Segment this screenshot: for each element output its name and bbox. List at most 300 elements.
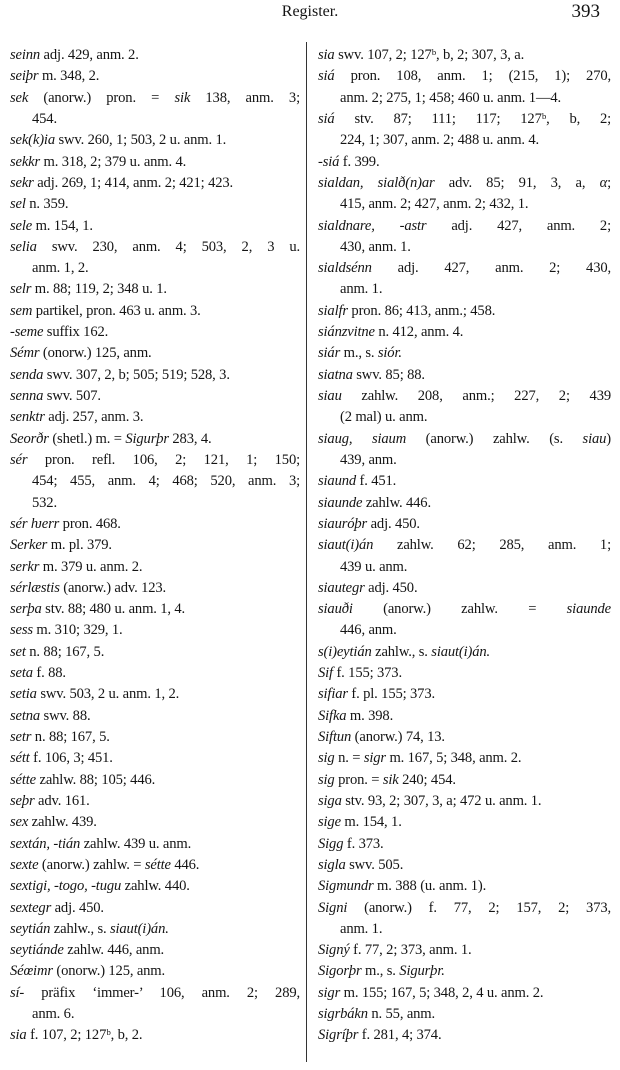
index-entry bbox=[318, 855, 611, 876]
headword: Serker bbox=[10, 537, 48, 554]
index-entry bbox=[318, 216, 611, 259]
entry-line bbox=[10, 407, 300, 428]
entry-line bbox=[10, 429, 300, 450]
entry-line bbox=[10, 1025, 300, 1046]
reference-text: (anorw.) 74, 13. bbox=[351, 729, 445, 745]
index-entry bbox=[10, 812, 300, 833]
entry-line bbox=[318, 343, 611, 364]
reference-text: adj. 450. bbox=[364, 579, 418, 596]
reference-text: swv. 88. bbox=[40, 707, 91, 724]
index-entry bbox=[318, 471, 611, 492]
headword: sextigi, -togo, -tugu bbox=[10, 878, 122, 895]
reference-text: stv. 88; 480 u. anm. 1, 4. bbox=[41, 601, 186, 618]
headword: senna bbox=[10, 388, 44, 404]
reference-text: zahlw., s. bbox=[371, 643, 432, 660]
headword: selr bbox=[10, 281, 32, 298]
headword: sik bbox=[174, 89, 191, 106]
index-entry bbox=[10, 961, 300, 982]
headword: sextán, -tián bbox=[10, 835, 81, 852]
index-entry bbox=[10, 365, 300, 386]
column-divider bbox=[306, 42, 307, 1062]
reference-text: f. pl. 155; 373. bbox=[347, 686, 435, 703]
reference-text: (anorw.) f. 77, 2; 157, 2; 373, bbox=[347, 899, 611, 916]
reference-text: f. 77, 2; 373, anm. 1. bbox=[349, 942, 472, 959]
index-entry bbox=[10, 216, 300, 237]
entry-line bbox=[318, 961, 611, 982]
reference-text: anm. 1, 2. bbox=[32, 260, 89, 277]
reference-text: f. 399. bbox=[339, 153, 380, 170]
index-entry bbox=[318, 770, 611, 791]
reference-text: 439 u. anm. bbox=[340, 558, 408, 575]
headword: sele bbox=[10, 217, 33, 234]
headword: siánzvitne bbox=[318, 324, 375, 341]
reference-text: ) bbox=[606, 430, 611, 447]
reference-text: (anorw.) adv. 123. bbox=[59, 579, 167, 596]
entry-line bbox=[318, 66, 611, 87]
reference-text: m. 379 u. anm. 2. bbox=[39, 558, 143, 575]
index-entry bbox=[10, 983, 300, 1026]
headword: seta bbox=[10, 665, 33, 682]
reference-text: n. 88; 167, 5. bbox=[25, 643, 105, 660]
headword: siatna bbox=[318, 366, 353, 383]
headword: siór. bbox=[377, 345, 402, 362]
headword: sem bbox=[10, 302, 33, 319]
reference-text: f. 155; 373. bbox=[332, 665, 402, 682]
headword: seiþr bbox=[10, 68, 39, 85]
headword: Sigorþr bbox=[318, 963, 362, 980]
reference-text: swv. 230, anm. 4; 503, 2, 3 u. bbox=[36, 238, 300, 255]
entry-continuation-line bbox=[318, 279, 611, 300]
headword: sess bbox=[10, 622, 33, 639]
index-entry bbox=[318, 429, 611, 472]
entry-line bbox=[318, 152, 611, 173]
headword: sialdsénn bbox=[318, 260, 372, 277]
headword: siá bbox=[318, 110, 335, 127]
headword: α bbox=[599, 174, 608, 191]
entry-continuation-line bbox=[318, 919, 611, 940]
reference-text: (onorw.) 125, anm. bbox=[52, 963, 166, 980]
entry-line bbox=[10, 578, 300, 599]
running-head: Register. bbox=[281, 3, 339, 20]
entry-line bbox=[318, 812, 611, 833]
entry-continuation-line bbox=[10, 109, 300, 130]
headword: siaut(i)án. bbox=[431, 643, 491, 660]
reference-text: 439, anm. bbox=[340, 451, 397, 468]
reference-text: stv. 87; 111; 117; 127ᵇ, b, 2; bbox=[334, 110, 611, 127]
headword: sextegr bbox=[10, 899, 52, 916]
reference-text: swv. 503, 2 u. anm. 1, 2. bbox=[36, 686, 180, 703]
entry-line bbox=[10, 386, 300, 407]
headword: Signý bbox=[318, 942, 350, 959]
reference-text: m. 167, 5; 348, anm. 2. bbox=[385, 750, 522, 767]
index-entry bbox=[10, 855, 300, 876]
reference-text: 415, anm. 2; 427, anm. 2; 432, 1. bbox=[340, 196, 529, 213]
entry-line bbox=[318, 983, 611, 1004]
reference-text: m. 88; 119, 2; 348 u. 1. bbox=[31, 281, 167, 298]
reference-text: (anorw.) pron. = bbox=[28, 89, 175, 106]
headword: sér bbox=[10, 451, 28, 468]
headword: Sémr bbox=[10, 345, 40, 362]
index-entry bbox=[318, 514, 611, 535]
reference-text: adj. 269, 1; 414, anm. 2; 421; 423. bbox=[33, 174, 234, 191]
entry-line bbox=[10, 642, 300, 663]
index-entry bbox=[10, 237, 300, 280]
entry-line bbox=[318, 940, 611, 961]
entry-line bbox=[10, 216, 300, 237]
headword: siaut(i)án bbox=[318, 537, 374, 554]
headword: sekr bbox=[10, 174, 34, 191]
reference-text: suffix 162. bbox=[43, 324, 109, 341]
index-entry bbox=[10, 343, 300, 364]
reference-text: anm. 1. bbox=[340, 920, 383, 937]
entry-line bbox=[10, 834, 300, 855]
entry-line bbox=[10, 194, 300, 215]
index-entry bbox=[10, 301, 300, 322]
headword: serkr bbox=[10, 558, 40, 575]
headword: Sifka bbox=[318, 707, 347, 724]
index-entry bbox=[318, 173, 611, 216]
entry-line bbox=[318, 770, 611, 791]
entry-line bbox=[10, 88, 300, 109]
entry-line bbox=[10, 940, 300, 961]
reference-text: ; bbox=[607, 174, 611, 191]
entry-line bbox=[10, 706, 300, 727]
headword: siau bbox=[318, 388, 342, 404]
index-entry bbox=[10, 407, 300, 428]
entry-line bbox=[10, 535, 300, 556]
headword: sétte bbox=[144, 856, 171, 873]
entry-line bbox=[318, 109, 611, 130]
headword: s(i)eytián bbox=[318, 643, 372, 660]
entry-continuation-line bbox=[318, 237, 611, 258]
headword: siár bbox=[318, 345, 341, 362]
index-entry bbox=[10, 66, 300, 87]
headword: siá bbox=[318, 68, 335, 85]
index-entry bbox=[10, 663, 300, 684]
index-entry bbox=[10, 45, 300, 66]
reference-text: m. 318, 2; 379 u. anm. 4. bbox=[40, 153, 187, 170]
index-entry bbox=[318, 834, 611, 855]
headword: sel bbox=[10, 196, 26, 213]
entry-line bbox=[10, 173, 300, 194]
entry-line bbox=[318, 898, 611, 919]
entry-line bbox=[10, 301, 300, 322]
reference-text: f. 281, 4; 374. bbox=[358, 1027, 442, 1044]
headword: Sigurþr. bbox=[399, 963, 445, 980]
reference-text: (anorw.) zahlw. = bbox=[352, 601, 567, 618]
reference-text: 532. bbox=[32, 494, 57, 511]
headword: sia bbox=[10, 1027, 27, 1044]
index-entry bbox=[318, 961, 611, 982]
index-entry bbox=[318, 812, 611, 833]
entry-line bbox=[10, 322, 300, 343]
headword: siau bbox=[582, 430, 607, 447]
reference-text: (shetl.) m. = bbox=[48, 430, 126, 447]
headword: sigrbákn bbox=[318, 1006, 368, 1023]
reference-text: anm. 1. bbox=[340, 281, 383, 298]
reference-text: f. 88. bbox=[32, 665, 66, 682]
headword: sia bbox=[318, 47, 335, 63]
index-entry bbox=[318, 642, 611, 663]
reference-text: m. 348, 2. bbox=[38, 68, 100, 85]
page-number: 393 bbox=[571, 1, 600, 22]
index-entry bbox=[10, 130, 300, 151]
entry-line bbox=[10, 791, 300, 812]
index-entry bbox=[318, 343, 611, 364]
entry-line bbox=[10, 343, 300, 364]
reference-text: pron. refl. 106, 2; 121, 1; 150; bbox=[27, 451, 300, 468]
reference-text: f. 106, 3; 451. bbox=[29, 750, 113, 767]
entry-line bbox=[10, 983, 300, 1004]
index-entry bbox=[318, 1004, 611, 1025]
index-entry bbox=[318, 66, 611, 109]
headword: siautegr bbox=[318, 579, 365, 596]
entry-line bbox=[318, 876, 611, 897]
reference-text: adj. 429, anm. 2. bbox=[40, 47, 139, 63]
entry-line bbox=[318, 599, 611, 620]
headword: seinn bbox=[10, 47, 41, 63]
headword: sétt bbox=[10, 750, 30, 767]
reference-text: adv. 161. bbox=[34, 792, 90, 809]
headword: -seme bbox=[10, 324, 44, 341]
headword: selia bbox=[10, 238, 37, 255]
entry-continuation-line bbox=[10, 471, 300, 492]
headword: sérlæstis bbox=[10, 579, 60, 596]
index-entry bbox=[318, 983, 611, 1004]
reference-text: pron. 108, anm. 1; (215, 1); 270, bbox=[334, 68, 611, 85]
index-entry bbox=[10, 791, 300, 812]
headword: siaunde bbox=[566, 601, 611, 618]
reference-text: zahlw. 446. bbox=[362, 494, 431, 511]
entry-continuation-line bbox=[318, 130, 611, 151]
entry-line bbox=[318, 791, 611, 812]
headword: sig bbox=[318, 750, 335, 767]
headword: Sigurþr bbox=[125, 430, 169, 447]
reference-text: adj. 257, anm. 3. bbox=[44, 409, 144, 426]
index-entry bbox=[10, 919, 300, 940]
index-column-left bbox=[10, 45, 300, 1047]
reference-text: n. 88; 167, 5. bbox=[31, 729, 110, 745]
reference-text: (anorw.) zahlw. = bbox=[38, 856, 145, 873]
entry-line bbox=[10, 557, 300, 578]
entry-line bbox=[10, 365, 300, 386]
index-entry bbox=[10, 578, 300, 599]
index-entry bbox=[10, 770, 300, 791]
reference-text: f. 373. bbox=[343, 835, 384, 852]
reference-text: pron. = bbox=[334, 771, 383, 788]
entry-continuation-line bbox=[318, 450, 611, 471]
reference-text: anm. 6. bbox=[32, 1006, 75, 1023]
entry-line bbox=[10, 770, 300, 791]
headword: sik bbox=[382, 771, 399, 788]
index-entry bbox=[318, 493, 611, 514]
headword: sekkr bbox=[10, 153, 41, 170]
reference-text: zahlw. 62; 285, anm. 1; bbox=[373, 537, 611, 554]
index-entry bbox=[318, 258, 611, 301]
entry-line bbox=[318, 727, 611, 748]
headword: sige bbox=[318, 814, 341, 831]
entry-line bbox=[10, 152, 300, 173]
reference-text: partikel, pron. 463 u. anm. 3. bbox=[32, 302, 201, 319]
headword: Sigmundr bbox=[318, 878, 374, 895]
entry-line bbox=[318, 258, 611, 279]
headword: siaunde bbox=[318, 494, 363, 511]
headword: sifiar bbox=[318, 686, 348, 703]
index-entry bbox=[318, 684, 611, 705]
headword: seþr bbox=[10, 792, 35, 809]
index-entry bbox=[10, 748, 300, 769]
headword: Sigríþr bbox=[318, 1027, 359, 1044]
headword: sigr bbox=[363, 750, 386, 767]
reference-text: m. 154, 1. bbox=[340, 814, 402, 831]
entry-line bbox=[10, 237, 300, 258]
headword: seytián bbox=[10, 920, 51, 937]
reference-text: (anorw.) zahlw. (s. bbox=[406, 430, 583, 447]
reference-text: zahlw. 440. bbox=[121, 878, 190, 895]
index-entry bbox=[10, 642, 300, 663]
reference-text: adj. 427, anm. 2; bbox=[426, 217, 611, 234]
entry-line bbox=[10, 876, 300, 897]
entry-line bbox=[318, 578, 611, 599]
entry-line bbox=[318, 429, 611, 450]
headword: -siá bbox=[318, 153, 340, 170]
headword: siauróþr bbox=[318, 515, 368, 532]
headword: sér ƕerr bbox=[10, 515, 60, 532]
index-entry bbox=[318, 706, 611, 727]
headword: sialdnare, -astr bbox=[318, 217, 427, 234]
reference-text: adj. 450. bbox=[51, 899, 104, 916]
index-entry bbox=[318, 1025, 611, 1046]
reference-text: 138, anm. 3; bbox=[190, 89, 300, 106]
headword: sigr bbox=[318, 984, 341, 1001]
entry-line bbox=[10, 748, 300, 769]
entry-line bbox=[318, 471, 611, 492]
index-entry bbox=[318, 386, 611, 429]
reference-text: zahlw. 439. bbox=[28, 814, 97, 831]
reference-text: swv. 307, 2, b; 505; 519; 528, 3. bbox=[43, 366, 230, 383]
entry-line bbox=[318, 642, 611, 663]
entry-line bbox=[10, 279, 300, 300]
entry-continuation-line bbox=[318, 88, 611, 109]
reference-text: zahlw., s. bbox=[50, 920, 110, 937]
reference-text: (2 mal) u. anm. bbox=[340, 409, 428, 426]
entry-line bbox=[318, 365, 611, 386]
entry-line bbox=[10, 514, 300, 535]
entry-continuation-line bbox=[318, 620, 611, 641]
reference-text: pron. 468. bbox=[59, 515, 121, 532]
index-entry bbox=[10, 279, 300, 300]
headword: Siftun bbox=[318, 729, 352, 745]
headword: sig bbox=[318, 771, 335, 788]
entry-line bbox=[318, 706, 611, 727]
headword: Sigg bbox=[318, 835, 344, 852]
entry-line bbox=[318, 216, 611, 237]
headword: Signi bbox=[318, 899, 348, 916]
reference-text: zahlw. 439 u. anm. bbox=[80, 835, 192, 852]
index-entry bbox=[10, 322, 300, 343]
entry-line bbox=[318, 1004, 611, 1025]
reference-text: 283, 4. bbox=[168, 430, 212, 447]
index-entry bbox=[10, 386, 300, 407]
reference-text: pron. 86; 413, anm.; 458. bbox=[347, 302, 496, 319]
entry-line bbox=[10, 620, 300, 641]
reference-text: m., s. bbox=[361, 963, 400, 980]
reference-text: 446, anm. bbox=[340, 622, 397, 639]
headword: sialdan, sialð(n)ar bbox=[318, 174, 435, 191]
reference-text: m. pl. 379. bbox=[47, 537, 112, 554]
index-entry bbox=[10, 620, 300, 641]
entry-line bbox=[10, 727, 300, 748]
entry-line bbox=[10, 855, 300, 876]
index-entry bbox=[10, 1025, 300, 1046]
index-entry bbox=[10, 429, 300, 450]
reference-text: f. 107, 2; 127ᵇ, b, 2. bbox=[26, 1027, 143, 1044]
entry-line bbox=[318, 514, 611, 535]
index-entry bbox=[10, 152, 300, 173]
entry-continuation-line bbox=[10, 1004, 300, 1025]
headword: setna bbox=[10, 707, 41, 724]
entry-line bbox=[318, 855, 611, 876]
reference-text: m. 398. bbox=[346, 707, 394, 724]
entry-line bbox=[318, 493, 611, 514]
index-entry bbox=[10, 834, 300, 855]
entry-line bbox=[10, 450, 300, 471]
reference-text: m. 155; 167, 5; 348, 2, 4 u. anm. 2. bbox=[340, 984, 544, 1001]
entry-line bbox=[318, 748, 611, 769]
reference-text: adj. 427, anm. 2; 430, bbox=[371, 260, 611, 277]
index-entry bbox=[318, 663, 611, 684]
index-entry bbox=[10, 727, 300, 748]
entry-line bbox=[10, 599, 300, 620]
headword: siga bbox=[318, 792, 342, 809]
index-entry bbox=[318, 791, 611, 812]
reference-text: zahlw. 88; 105; 446. bbox=[36, 771, 156, 788]
index-entry bbox=[318, 109, 611, 152]
entry-line bbox=[318, 173, 611, 194]
reference-text: 454; 455, anm. 4; 468; 520, anm. 3; bbox=[32, 473, 300, 490]
reference-text: m., s. bbox=[340, 345, 378, 362]
entry-line bbox=[318, 834, 611, 855]
index-entry bbox=[10, 88, 300, 131]
index-entry bbox=[318, 535, 611, 578]
reference-text: adj. 450. bbox=[367, 515, 420, 532]
reference-text: anm. 2; 275, 1; 458; 460 u. anm. 1—4. bbox=[340, 89, 562, 106]
index-entry bbox=[318, 898, 611, 941]
entry-line bbox=[10, 961, 300, 982]
headword: sétte bbox=[10, 771, 36, 788]
entry-line bbox=[10, 919, 300, 940]
reference-text: präfix ‘immer-’ 106, anm. 2; 289, bbox=[24, 984, 300, 1001]
index-entry bbox=[10, 450, 300, 514]
headword: senktr bbox=[10, 409, 45, 426]
headword: sek bbox=[10, 89, 29, 106]
headword: siauði bbox=[318, 601, 353, 618]
reference-text: m. 388 (u. anm. 1). bbox=[373, 878, 487, 895]
reference-text: n. 55, anm. bbox=[367, 1006, 435, 1023]
entry-continuation-line bbox=[10, 493, 300, 514]
headword: sí- bbox=[10, 984, 25, 1001]
entry-line bbox=[318, 45, 611, 66]
entry-line bbox=[318, 535, 611, 556]
index-entry bbox=[10, 557, 300, 578]
headword: siaund bbox=[318, 473, 357, 490]
index-entry bbox=[10, 173, 300, 194]
headword: sek(k)ia bbox=[10, 132, 55, 149]
headword: Séœimr bbox=[10, 963, 53, 980]
headword: Sif bbox=[318, 665, 333, 682]
headword: serþa bbox=[10, 601, 42, 618]
reference-text: (onorw.) 125, anm. bbox=[39, 345, 152, 362]
